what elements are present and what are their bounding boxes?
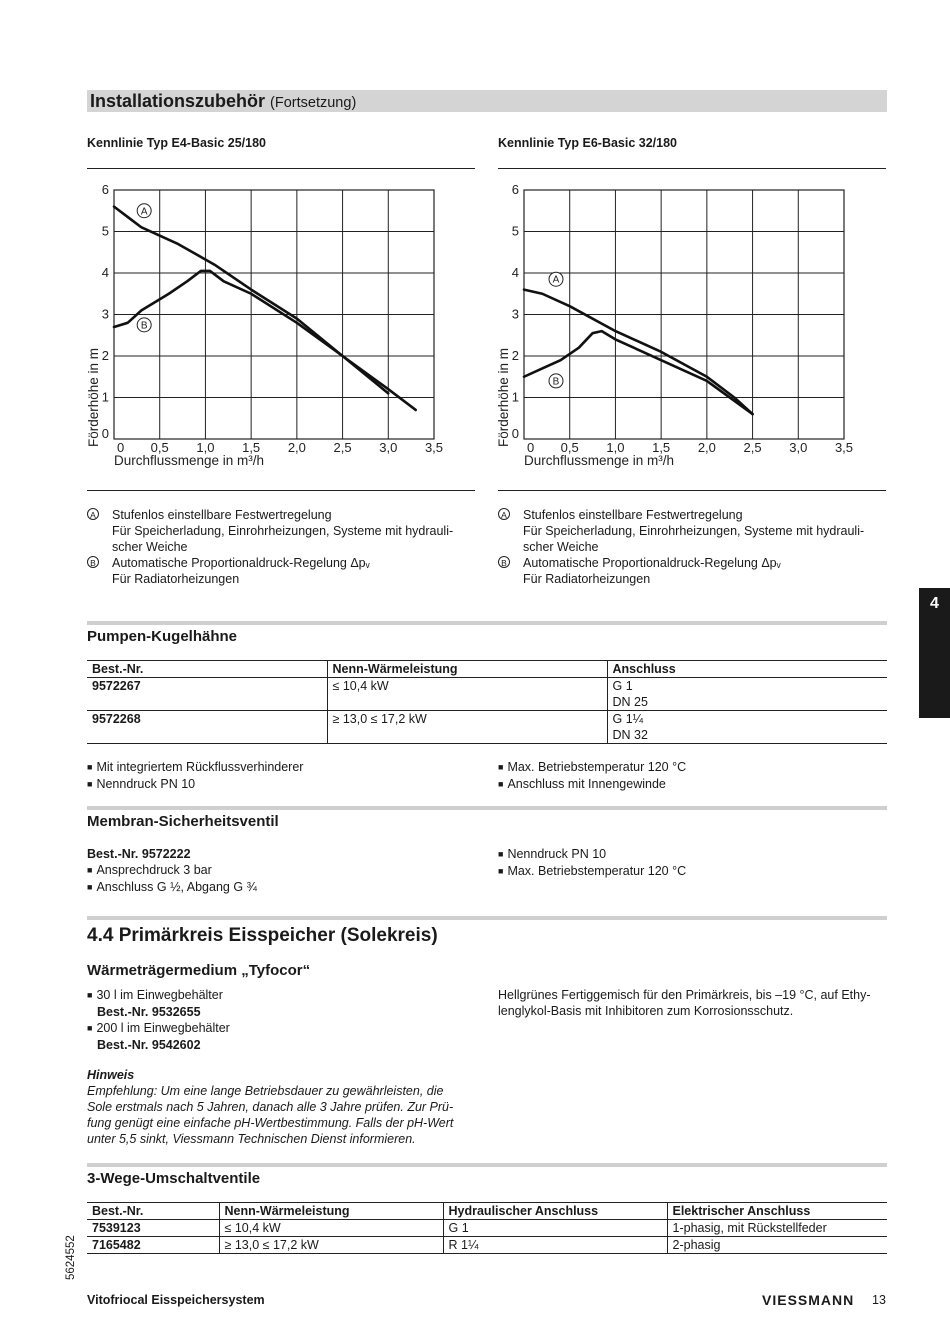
- chart-e6-basic: [490, 176, 890, 476]
- table-row: [87, 711, 887, 744]
- table-cell: ≥ 13,0 ≤ 17,2 kW: [327, 711, 607, 744]
- x-tick-label: 0: [117, 440, 125, 455]
- legend-text: Automatische Proportionaldruck-Regelung Δpᵥ: [112, 556, 370, 570]
- badge-b-icon: B: [498, 556, 510, 568]
- section-title-wege: 3-Wege-Umschaltventile: [87, 1170, 261, 1187]
- chart-legend-left: [87, 507, 467, 587]
- hint-line: Empfehlung: Um eine lange Betriebsdauer zu gewährleisten, die: [87, 1084, 444, 1098]
- column-header: Anschluss: [607, 661, 887, 678]
- pumpen-bullets-right: [498, 759, 686, 793]
- section-header-bar: [87, 90, 887, 112]
- document-number: 5624552: [65, 1235, 77, 1280]
- x-tick-label: 2,0: [287, 440, 306, 455]
- badge-a-icon: A: [498, 508, 510, 520]
- legend-text: Für Speicherladung, Einrohrheizungen, Systeme mit hydrauli-: [523, 524, 865, 538]
- legend-item-a: [498, 507, 878, 555]
- table-cell: ≥ 13,0 ≤ 17,2 kW: [219, 1237, 443, 1254]
- list-item: ■ 30 l im Einwegbehälter: [87, 987, 230, 1004]
- y-tick-label: 1: [101, 389, 109, 405]
- table-cell: G 1 DN 25: [607, 678, 887, 711]
- table-cell: 2-phasig: [667, 1237, 887, 1254]
- x-tick-label: 1,0: [196, 440, 215, 455]
- legend-text: Für Radiatorheizungen: [112, 572, 240, 586]
- series-line-b: [524, 331, 753, 414]
- column-header: Nenn-Wärmeleistung: [327, 661, 607, 678]
- bullet-item: ■ Nenndruck PN 10: [87, 776, 303, 793]
- x-axis-label: Durchflussmenge in m³/h: [524, 453, 675, 468]
- column-header: Hydraulischer Anschluss: [443, 1203, 667, 1220]
- table-header-row: [87, 1203, 887, 1220]
- membran-bullets-left: [87, 846, 257, 896]
- legend-item-a: [87, 507, 467, 555]
- x-axis-label: Durchflussmenge in m³/h: [114, 453, 265, 468]
- legend-text: Für Speicherladung, Einrohrheizungen, Systeme mit hydrauli-: [112, 524, 454, 538]
- description-line: Hellgrünes Fertiggemisch für den Primärkreis, bis –19 °C, auf Ethy-: [498, 988, 871, 1002]
- legend-text: Automatische Proportionaldruck-Regelung Δpᵥ: [523, 556, 781, 570]
- x-tick-label: 2,5: [743, 440, 762, 455]
- column-header: Elektrischer Anschluss: [667, 1203, 887, 1220]
- bullet-item: ■ Mit integriertem Rückflussverhinderer: [87, 759, 303, 776]
- y-tick-label: 4: [101, 265, 109, 280]
- divider: [498, 490, 886, 491]
- x-tick-label: 2,0: [697, 440, 716, 455]
- divider: [87, 168, 475, 169]
- x-tick-label: 3,5: [424, 440, 444, 455]
- curve-label: A: [140, 206, 148, 218]
- page-number: 13: [872, 1293, 886, 1307]
- series-line-a: [524, 290, 753, 415]
- table-cell: ≤ 10,4 kW: [219, 1220, 443, 1237]
- hint-box: [87, 1067, 477, 1147]
- curve-label: A: [552, 274, 560, 286]
- hint-title: Hinweis: [87, 1068, 135, 1082]
- table-cell: 9572267: [92, 679, 141, 693]
- chart-title-right: Kennlinie Typ E6-Basic 32/180: [498, 136, 678, 150]
- wege-table: [87, 1202, 887, 1254]
- hint-line: fung genügt eine einfache pH-Wertbestimmung. Falls der pH-Wert: [87, 1116, 454, 1130]
- pumpen-bullets-left: [87, 759, 303, 793]
- bullet-item: ■ Anschluss mit Innengewinde: [498, 776, 686, 793]
- y-axis-label: Förderhöhe in m: [86, 347, 101, 447]
- legend-text: scher Weiche: [523, 540, 599, 554]
- table-cell: G 1: [443, 1220, 667, 1237]
- y-tick-label: 5: [101, 223, 109, 239]
- divider: [87, 490, 475, 491]
- bullet-item: ■ Max. Betriebstemperatur 120 °C: [498, 759, 686, 776]
- list-item-bestnr: Best.-Nr. 9542602: [97, 1038, 201, 1052]
- table-row: [87, 678, 887, 711]
- table-cell: 7539123: [92, 1221, 141, 1235]
- section-title-membran: Membran-Sicherheitsventil: [87, 813, 279, 830]
- chart-title-left: Kennlinie Typ E4-Basic 25/180: [87, 136, 267, 150]
- x-tick-label: 0,5: [150, 440, 169, 455]
- table-cell: 7165482: [87, 1237, 219, 1254]
- y-tick-label: 1: [511, 389, 519, 405]
- x-tick-label: 0,5: [560, 440, 579, 455]
- y-tick-label: 6: [101, 182, 109, 197]
- bullet-item: ■ Nenndruck PN 10: [498, 846, 686, 863]
- table-cell: ≤ 10,4 kW: [327, 678, 607, 711]
- y-tick-label: 0: [101, 426, 109, 441]
- legend-text: Für Radiatorheizungen: [523, 572, 651, 586]
- y-axis-label: Förderhöhe in m: [496, 347, 511, 447]
- x-tick-label: 0: [527, 440, 535, 455]
- legend-text: Stufenlos einstellbare Festwertregelung: [112, 508, 332, 522]
- x-tick-label: 3,0: [789, 440, 808, 455]
- pumpen-table: [87, 660, 887, 744]
- bullet-item: ■ Anschluss G ½, Abgang G ¾: [87, 879, 257, 896]
- y-tick-label: 3: [101, 306, 109, 322]
- description-line: lenglykol-Basis mit Inhibitoren zum Korrosionsschutz.: [498, 1004, 794, 1018]
- bullet-item: ■ Max. Betriebstemperatur 120 °C: [498, 863, 686, 880]
- y-tick-label: 6: [511, 182, 519, 197]
- x-tick-label: 1,5: [652, 440, 671, 455]
- legend-item-b: [87, 555, 467, 587]
- x-tick-label: 1,0: [606, 440, 625, 455]
- list-item: ■ 200 l im Einwegbehälter: [87, 1020, 230, 1037]
- membran-bestnr: Best.-Nr. 9572222: [87, 847, 191, 861]
- curve-label: B: [552, 376, 560, 388]
- chapter-tab[interactable]: 4: [919, 588, 950, 718]
- section-divider: [87, 916, 887, 920]
- x-tick-label: 3,0: [379, 440, 398, 455]
- chart-e4-basic: [80, 176, 480, 476]
- y-tick-label: 2: [101, 348, 109, 363]
- table-cell: G 1¼ DN 32: [607, 711, 887, 744]
- y-tick-label: 3: [511, 306, 519, 322]
- table-cell: R 1¼: [443, 1237, 667, 1254]
- table-header-row: [87, 661, 887, 678]
- page-subtitle: (Fortsetzung): [270, 95, 357, 111]
- y-tick-label: 0: [511, 426, 519, 441]
- legend-item-b: [498, 555, 878, 587]
- x-tick-label: 2,5: [333, 440, 352, 455]
- table-row: [87, 1237, 887, 1254]
- tyfocor-description: [498, 987, 888, 1019]
- section-divider: [87, 806, 887, 810]
- hint-line: unter 5,5 sinkt, Viessmann Technischen Dienst informieren.: [87, 1132, 416, 1146]
- legend-text: scher Weiche: [112, 540, 188, 554]
- bullet-item: ■ Ansprechdruck 3 bar: [87, 862, 257, 879]
- chart-legend-right: [498, 507, 878, 587]
- section-title-pumpen: Pumpen-Kugelhähne: [87, 628, 238, 645]
- x-tick-label: 3,5: [834, 440, 854, 455]
- curve-label: B: [140, 320, 148, 332]
- table-cell: 1-phasig, mit Rückstellfeder: [667, 1220, 887, 1237]
- column-header: Best.-Nr.: [87, 661, 327, 678]
- subsection-title: Wärmeträgermedium „Tyfocor“: [87, 962, 311, 979]
- divider: [498, 168, 886, 169]
- list-item-bestnr: Best.-Nr. 9532655: [97, 1005, 201, 1019]
- y-tick-label: 4: [511, 265, 519, 280]
- badge-a-icon: A: [87, 508, 99, 520]
- chapter-heading: 4.4 Primärkreis Eisspeicher (Solekreis): [87, 925, 438, 946]
- table-row: [87, 1220, 887, 1237]
- section-divider: [87, 1163, 887, 1167]
- section-divider: [87, 621, 887, 625]
- column-header: Best.-Nr.: [87, 1203, 219, 1220]
- tyfocor-list: [87, 987, 230, 1053]
- x-tick-label: 1,5: [242, 440, 261, 455]
- table-cell: 9572268: [87, 711, 327, 744]
- y-tick-label: 2: [511, 348, 519, 363]
- column-header: Nenn-Wärmeleistung: [219, 1203, 443, 1220]
- membran-bullets-right: [498, 846, 686, 880]
- y-tick-label: 5: [511, 223, 519, 239]
- badge-b-icon: B: [87, 556, 99, 568]
- hint-line: Sole erstmals nach 5 Jahren, danach alle 3 Jahre prüfen. Zur Prü-: [87, 1100, 454, 1114]
- page-title: Installationszubehör (Fortsetzung): [90, 91, 357, 111]
- brand-logo[interactable]: VIESSMANN: [762, 1292, 855, 1308]
- legend-text: Stufenlos einstellbare Festwertregelung: [523, 508, 743, 522]
- footer-product: Vitofriocal Eisspeichersystem: [87, 1293, 265, 1307]
